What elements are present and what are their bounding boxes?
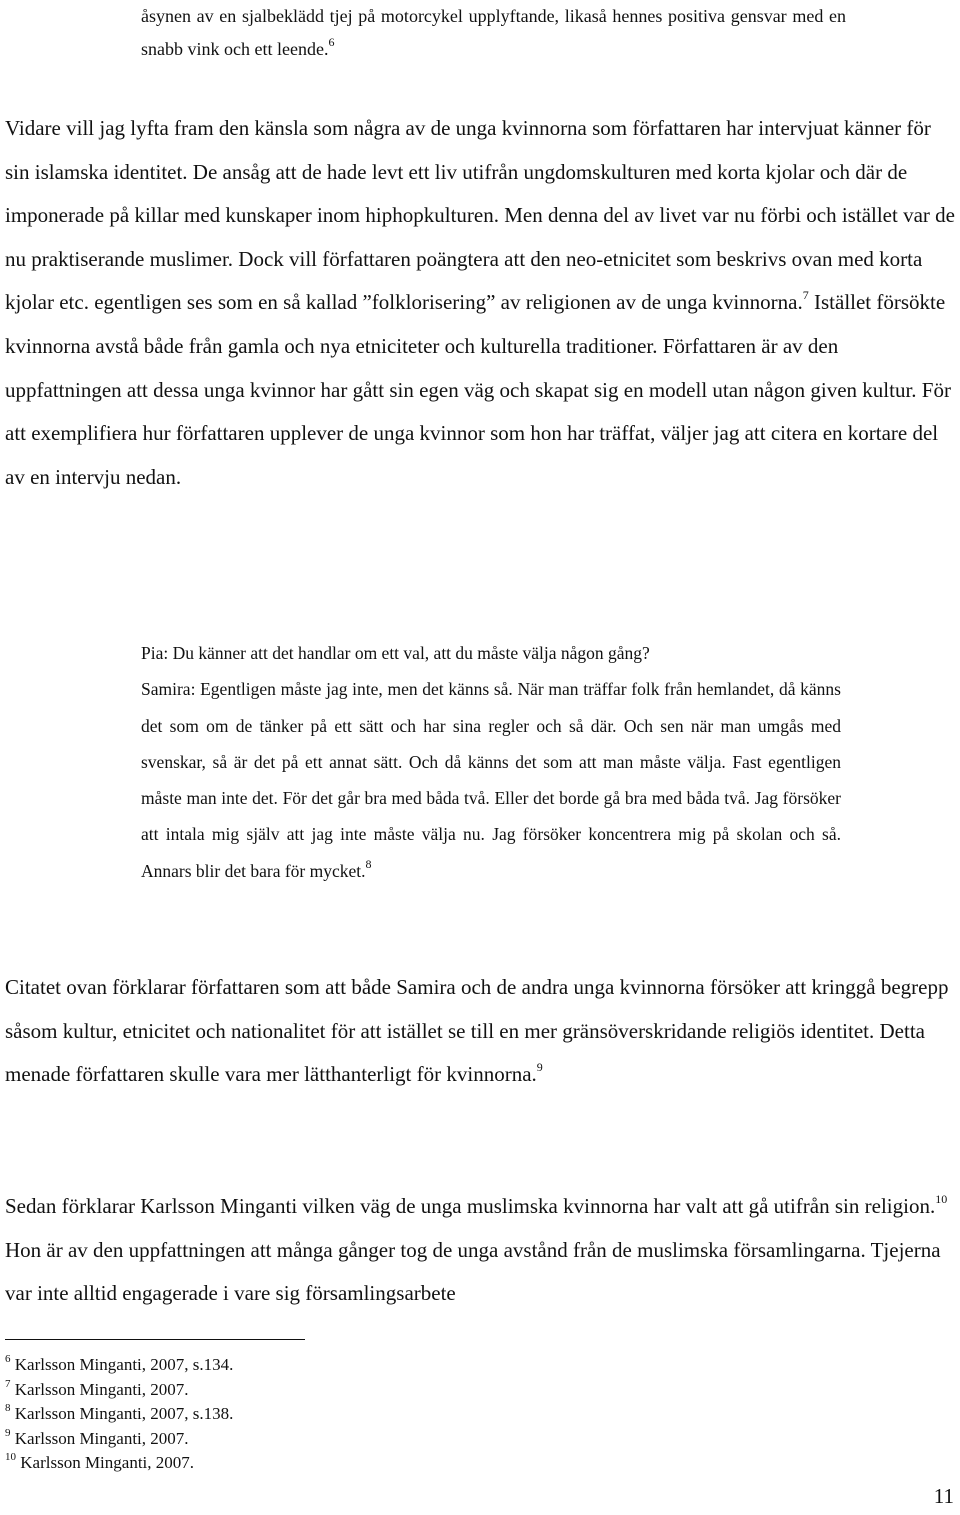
paragraph — [5, 1185, 955, 1316]
footnote-number: 6 — [5, 1353, 11, 1366]
interview-text: Samira: Egentligen måste jag inte, men det känns så. När man träffar folk från hemlandet, då känns det som om de tänker på ett sätt och har sina regler och så där. Och sen när man umgås med svenskar, så är det på ett annat sätt. Och då känns det som att man måste välja. Fast egentligen måste man inte det. För det går bra med båda två. Eller det borde gå bra med båda två. Jag försöker att intala mig själv att jag inte måste välja nu. Jag försöker koncentrera mig på skolan och så. Annars blir det bara för mycket. — [141, 679, 841, 881]
footnote-ref: 7 — [802, 288, 809, 303]
footnote — [5, 1451, 233, 1476]
footnotes — [5, 1353, 233, 1476]
footnote-ref: 9 — [536, 1060, 543, 1075]
paragraph-text: Sedan förklarar Karlsson Minganti vilken väg de unga muslimska kvinnorna har valt att gå utifrån sin religion. — [5, 1194, 936, 1218]
body-paragraph-3 — [5, 1185, 955, 1316]
footnote-number: 10 — [5, 1451, 16, 1464]
footnote-text: Karlsson Minganti, 2007. — [14, 1379, 189, 1399]
footnote-ref: 6 — [328, 35, 335, 49]
footnote-text: Karlsson Minganti, 2007. — [14, 1428, 189, 1448]
footnote — [5, 1402, 233, 1427]
footnote-ref: 8 — [365, 856, 372, 871]
footnote-number: 8 — [5, 1402, 11, 1415]
paragraph — [5, 107, 955, 499]
footnote — [5, 1353, 233, 1378]
footnote-separator — [5, 1339, 305, 1340]
quote-paragraph — [141, 0, 846, 66]
paragraph-text: Istället försökte kvinnorna avstå både från gamla och nya etniciteter och kulturella traditioner. Författaren är av den uppfattningen att dessa unga kvinnor har gått sin egen väg och skapat sig en modell utan någon given kultur. För att exemplifiera hur författaren upplever de unga kvinnor som hon har träffat, väljer jag att citera en kortare del av en intervju nedan. — [5, 290, 951, 489]
footnote-text: Karlsson Minganti, 2007. — [20, 1453, 195, 1472]
paragraph-text: Vidare vill jag lyfta fram den känsla som några av de unga kvinnorna som författaren har intervjuat känner för sin islamska identitet. De ansåg att de hade levt ett liv utifrån ungdomskulturen med korta kjolar och där de imponerade på killar med kunskaper inom hiphopkulturen. Men denna del av livet var nu förbi och istället var de nu praktiserande muslimer. Dock vill författaren poängtera att den neo-etnicitet som beskrivs ovan med korta kjolar etc. egentligen ses som en så kallad ”folklorisering” av religionen av de unga kvinnorna. — [5, 116, 955, 315]
interview-quote — [141, 635, 841, 889]
footnote — [5, 1378, 233, 1403]
paragraph-text: Hon är av den uppfattningen att många gånger tog de unga avstånd från de muslimska församlingarna. Tjejerna var inte alltid engagerade i vare sig församlingsarbete — [5, 1237, 941, 1306]
footnote-text: Karlsson Minganti, 2007, s.138. — [14, 1404, 234, 1423]
footnote-text: Karlsson Minganti, 2007, s.134. — [14, 1355, 234, 1374]
quote-text: åsynen av en sjalbeklädd tjej på motorcykel upplyftande, likaså hennes positiva gensvar med en snabb vink och ett leende. — [141, 6, 846, 59]
body-paragraph-2 — [5, 966, 955, 1097]
page-number: 11 — [933, 1484, 954, 1508]
footnote-ref: 10 — [935, 1192, 948, 1206]
paragraph — [5, 966, 955, 1097]
interview-line-samira — [141, 671, 841, 889]
paragraph-text: Citatet ovan förklarar författaren som att både Samira och de andra unga kvinnorna försöker att kringgå begrepp såsom kultur, etnicitet och nationalitet för att istället se till en mer gränsöverskridande religiös identitet. Detta menade författaren skulle vara mer lätthanterligt för kvinnorna. — [5, 975, 949, 1087]
interview-line-pia: Pia: Du känner att det handlar om ett val, att du måste välja någon gång? — [141, 643, 650, 663]
footnote — [5, 1427, 233, 1452]
body-paragraph-1 — [5, 107, 955, 499]
footnote-number: 9 — [5, 1426, 11, 1439]
footnote-number: 7 — [5, 1377, 11, 1390]
block-quote-continuation — [141, 0, 846, 66]
